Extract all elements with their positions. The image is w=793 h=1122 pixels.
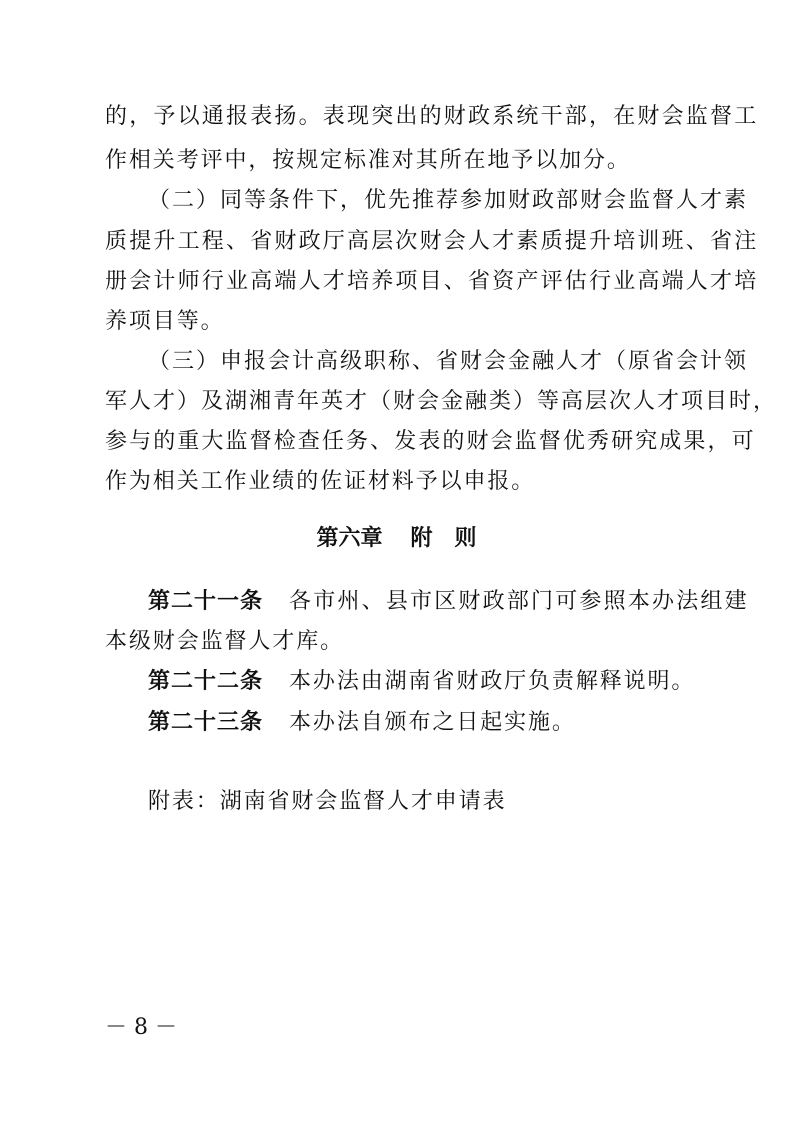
article-number: 第二十二条 bbox=[148, 669, 264, 694]
text-line: 军人才）及湖湘青年英才（财会金融类）等高层次人才项目时， bbox=[105, 389, 778, 414]
article-22 bbox=[148, 666, 695, 698]
chapter-number: 第六章 bbox=[316, 526, 383, 551]
text-line: （二）同等条件下，优先推荐参加财政部财会监督人才素 bbox=[148, 188, 749, 213]
article-23 bbox=[148, 707, 576, 739]
text-line: 的，予以通报表扬。表现突出的财政系统干部，在财会监督工 bbox=[105, 104, 759, 129]
chapter-title: 附 则 bbox=[410, 526, 477, 551]
text-line: 质提升工程、省财政厅高层次财会人才素质提升培训班、省注 bbox=[105, 229, 759, 254]
appendix-note: 附表：湖南省财会监督人才申请表 bbox=[148, 789, 507, 814]
article-text: 本办法由湖南省财政厅负责解释说明。 bbox=[289, 669, 696, 694]
text-line: 养项目等。 bbox=[105, 309, 225, 334]
article-line bbox=[148, 586, 749, 618]
article-text: 本级财会监督人才库。 bbox=[105, 629, 345, 654]
text-line: 作为相关工作业绩的佐证材料予以申报。 bbox=[105, 469, 536, 494]
article-number: 第二十一条 bbox=[148, 589, 264, 614]
article-number: 第二十三条 bbox=[148, 710, 264, 735]
page-number: － 8 － bbox=[105, 1015, 177, 1040]
text-line: 参与的重大监督检查任务、发表的财会监督优秀研究成果，可 bbox=[105, 429, 756, 454]
article-text: 各市州、县市区财政部门可参照本办法组建 bbox=[289, 589, 749, 614]
article-text: 本办法自颁布之日起实施。 bbox=[289, 710, 576, 735]
article-line bbox=[105, 626, 344, 658]
text-line: 作相关考评中，按规定标准对其所在地予以加分。 bbox=[105, 148, 631, 173]
text-line: 册会计师行业高端人才培养项目、省资产评估行业高端人才培 bbox=[105, 269, 759, 294]
text-line: （三）申报会计高级职称、省财会金融人才（原省会计领 bbox=[148, 349, 749, 374]
chapter-heading bbox=[0, 523, 793, 555]
